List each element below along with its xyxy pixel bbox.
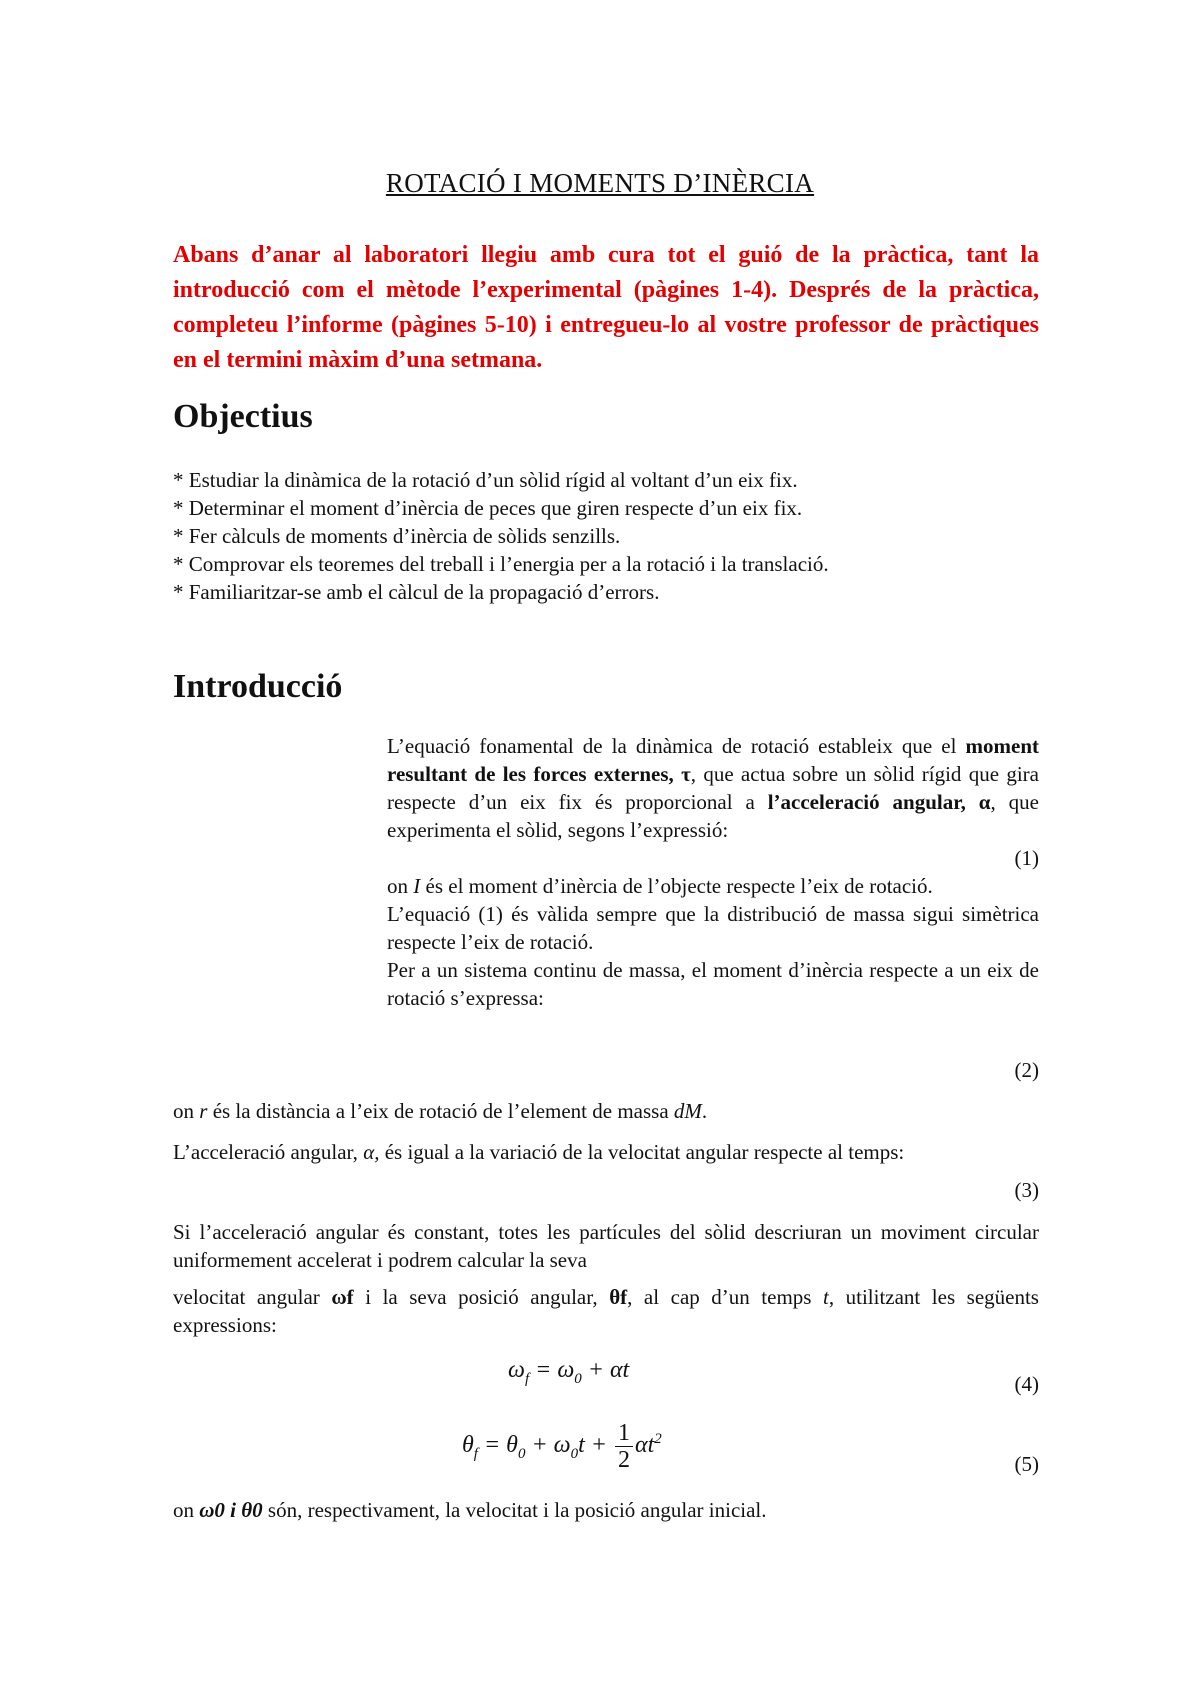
intro-paragraph-4: Per a un sistema continu de massa, el moment d’inèrcia respecte a un eix de rotació s’expressa: [387, 958, 1039, 1010]
objectius-list [173, 466, 829, 606]
intro-paragraph-6: L’acceleració angular, α, és igual a la variació de la velocitat angular respecte al temps: [173, 1140, 905, 1164]
intro-paragraph-3: L’equació (1) és vàlida sempre que la distribució de massa sigui simètrica respecte l’eix de rotació. [387, 902, 1039, 954]
intro-column [387, 732, 1039, 1012]
list-item: * Determinar el moment d’inèrcia de peces que giren respecte d’un eix fix. [173, 496, 803, 520]
formula-omega: $\omega_f = \omega_0 + \alpha t$ [508, 1357, 630, 1387]
equation-number-5: (5) [1014, 1452, 1039, 1476]
intro-paragraph-8: velocitat angular ωf i la seva posició angular, θf, al cap d’un temps t, utilitzant les següents expressions: [173, 1285, 1039, 1337]
equation-number-4: (4) [1014, 1372, 1039, 1396]
intro-paragraph-1: L’equació fonamental de la dinàmica de rotació estableix que el moment resultant de les forces externes, τ, que actua sobre un sòlid rígid que gira respecte d’un eix fix és proporcional a l’acceleració angular, α, que experimenta el sòlid, segons l’expressió: [387, 734, 1039, 842]
intro-paragraph-9: on ω0 i θ0 són, respectivament, la velocitat i la posició angular inicial. [173, 1498, 767, 1522]
intro-paragraph-2: on I és el moment d’inèrcia de l’objecte respecte l’eix de rotació. [387, 874, 933, 898]
intro-paragraph-7: Si l’acceleració angular és constant, totes les partícules del sòlid descriuran un moviment circular uniformement accelerat i podrem calcular la seva [173, 1220, 1039, 1272]
introduccio-heading: Introducció [173, 668, 343, 705]
equation-number-1: (1) [1014, 846, 1039, 870]
intro-paragraph-5: on r és la distància a l’eix de rotació de l’element de massa dM. [173, 1099, 708, 1123]
page-title: ROTACIÓ I MOMENTS D’INÈRCIA [385, 168, 815, 198]
formula-theta: $\theta_f = \theta_0 + \omega_0t$ + $\frac{1}{2}$ $\alpha t^2$ [462, 1420, 662, 1473]
equation-number-3: (3) [1014, 1178, 1039, 1202]
lab-notice: Abans d’anar al laboratori llegiu amb cura tot el guió de la pràctica, tant la introducció com el mètode l’experimental (pàgines 1-4). Després de la pràctica, completeu l’informe (pàgines 5-10) i entregueu-lo al vostre professor de pràctiques en el termini màxim d’una setmana. [173, 242, 1039, 373]
list-item: * Familiaritzar-se amb el càlcul de la propagació d’errors. [173, 580, 660, 604]
list-item: * Fer càlculs de moments d’inèrcia de sòlids senzills. [173, 524, 621, 548]
objectius-heading: Objectius [173, 398, 313, 435]
list-item: * Estudiar la dinàmica de la rotació d’un sòlid rígid al voltant d’un eix fix. [173, 468, 798, 492]
list-item: * Comprovar els teoremes del treball i l’energia per a la rotació i la translació. [173, 552, 829, 576]
equation-number-2: (2) [1014, 1058, 1039, 1082]
